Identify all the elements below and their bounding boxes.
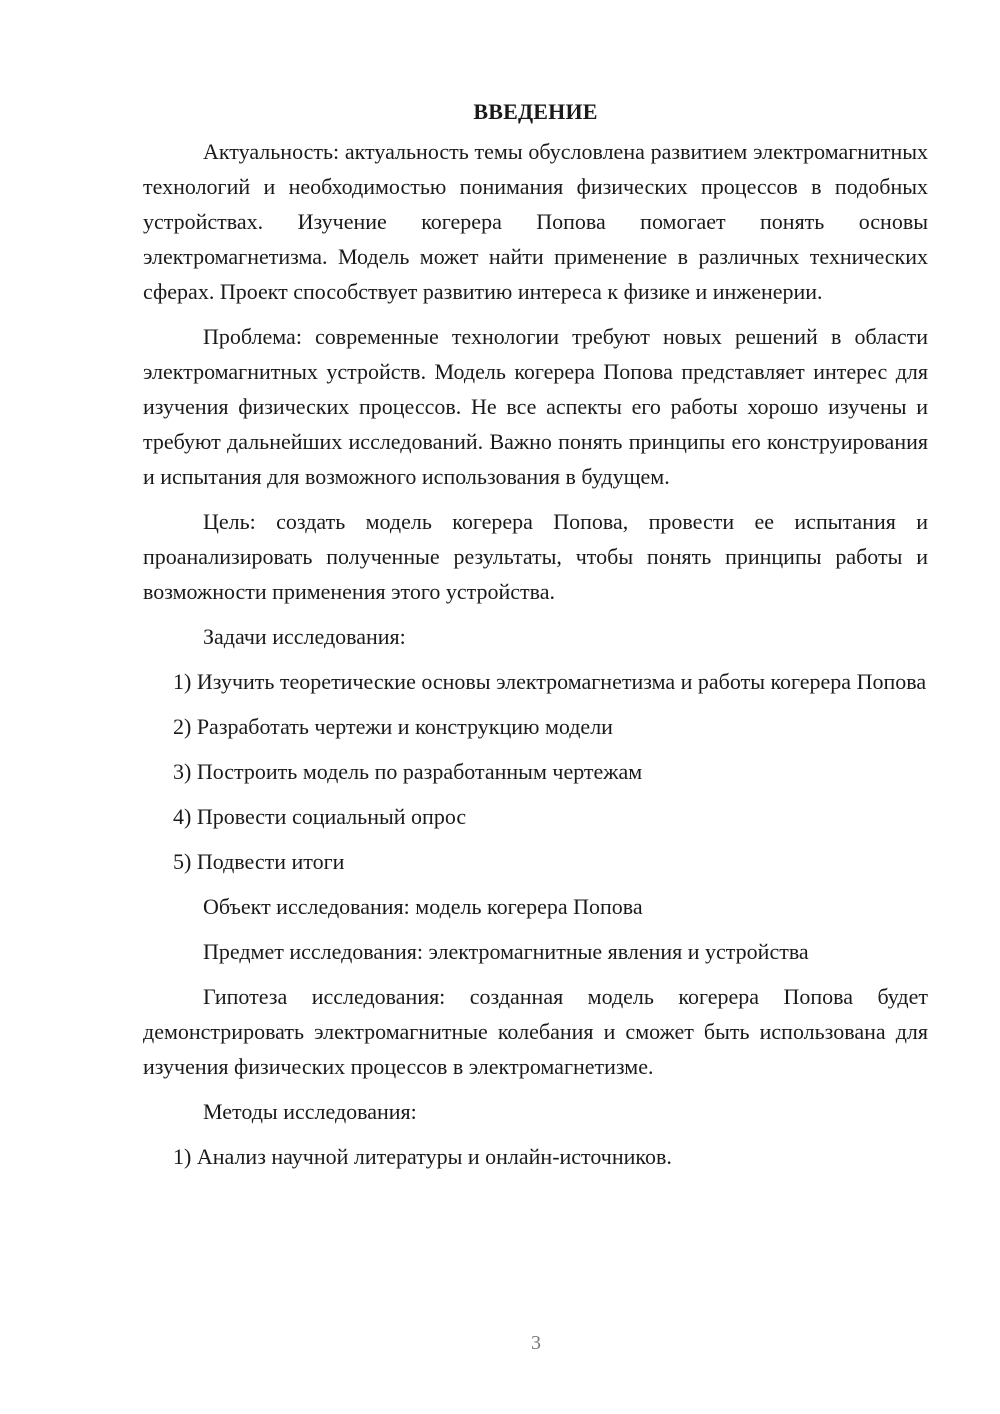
task-item-5: 5) Подвести итоги bbox=[173, 849, 345, 874]
tasks-heading: Задачи исследования: bbox=[203, 624, 406, 649]
task-item-3: 3) Построить модель по разработанным чертежам bbox=[173, 759, 643, 784]
subject-paragraph: Предмет исследования: электромагнитные явления и устройства bbox=[203, 939, 809, 964]
task-item-2: 2) Разработать чертежи и конструкцию модели bbox=[173, 714, 613, 739]
task-item-4: 4) Провести социальный опрос bbox=[173, 804, 467, 829]
object-paragraph: Объект исследования: модель когерера Попова bbox=[203, 894, 643, 919]
problem-paragraph: Проблема: современные технологии требуют новых решений в области электромагнитных устройств. Модель когерера Попова представляет интерес для изучения физических процессов. Не все аспекты его работы хорошо изучены и требуют дальнейших исследований. Важно понять принципы его конструирования и испытания для возможного использования в будущем. bbox=[143, 324, 928, 489]
page-content bbox=[143, 94, 928, 1184]
page-number: 3 bbox=[531, 1332, 541, 1354]
method-item-1: 1) Анализ научной литературы и онлайн-источников. bbox=[173, 1144, 672, 1169]
relevance-paragraph: Актуальность: актуальность темы обусловлена развитием электромагнитных технологий и необходимостью понимания физических процессов в подобных устройствах. Изучение когерера Попова помогает понять основы электромагнетизма. Модель может найти применение в различных технических сферах. Проект способствует развитию интереса к физике и инженерии. bbox=[143, 139, 928, 304]
hypothesis-paragraph: Гипотеза исследования: созданная модель когерера Попова будет демонстрировать электромагнитные колебания и сможет быть использована для изучения физических процессов в электромагнетизме. bbox=[143, 984, 928, 1079]
section-heading: ВВЕДЕНИЕ bbox=[473, 99, 598, 124]
goal-paragraph: Цель: создать модель когерера Попова, провести ее испытания и проанализировать полученные результаты, чтобы понять принципы работы и возможности применения этого устройства. bbox=[143, 509, 928, 604]
task-item-1: 1) Изучить теоретические основы электромагнетизма и работы когерера Попова bbox=[173, 669, 927, 694]
methods-heading: Методы исследования: bbox=[203, 1099, 417, 1124]
